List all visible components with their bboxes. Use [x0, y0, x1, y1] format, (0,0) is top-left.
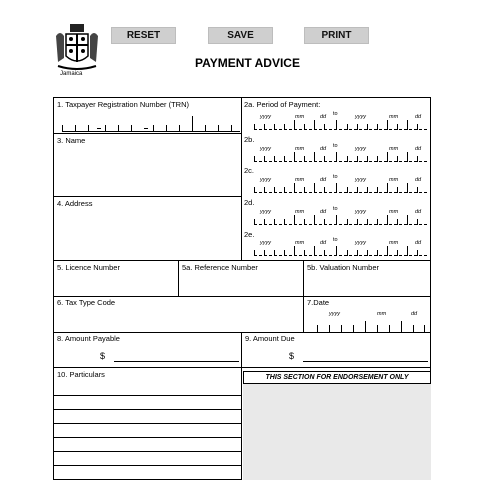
period-row-2d[interactable]: yyyy mm dd to yyyy mm dd: [243, 198, 431, 230]
date-dd-hint: dd: [411, 311, 418, 317]
endorsement-area: [243, 384, 431, 480]
tax-type-field[interactable]: [54, 308, 302, 331]
valuation-label: 5b. Valuation Number: [307, 263, 379, 272]
period-row-2b[interactable]: yyyy mm dd to yyyy mm dd: [243, 135, 431, 167]
period-label: 2a. Period of Payment:: [244, 100, 321, 109]
period-row-label: 2c.: [244, 166, 255, 175]
amount-due-label: 9. Amount Due: [245, 334, 295, 343]
particulars-label: 10. Particulars: [57, 370, 105, 379]
period-row-label: 2e.: [244, 230, 255, 239]
trn-input[interactable]: [62, 131, 240, 132]
date-input[interactable]: [317, 321, 425, 332]
valuation-field[interactable]: [304, 273, 430, 295]
period-row-2e[interactable]: yyyy mm dd to yyyy mm dd: [243, 229, 431, 261]
period-row-2a[interactable]: yyyy mm dd to yyyy mm dd: [243, 103, 431, 135]
reference-field[interactable]: [179, 273, 302, 295]
name-label: 3. Name: [57, 136, 86, 145]
address-field[interactable]: [54, 209, 240, 259]
trn-label: 1. Taxpayer Registration Number (TRN): [57, 100, 189, 109]
save-button[interactable]: SAVE: [208, 27, 273, 44]
reset-button[interactable]: RESET: [111, 27, 176, 44]
endorsement-heading: THIS SECTION FOR ENDORSEMENT ONLY: [243, 371, 431, 384]
particulars-field[interactable]: [54, 381, 240, 480]
name-field[interactable]: [54, 146, 240, 195]
jamaica-coat-of-arms-icon: [52, 22, 102, 72]
crest-caption: Jamaica: [60, 71, 83, 77]
date-mm-hint: mm: [377, 311, 387, 317]
period-row-2c[interactable]: yyyy mm dd to yyyy mm dd: [243, 166, 431, 198]
tax-type-label: 6. Tax Type Code: [57, 298, 116, 307]
form-title: PAYMENT ADVICE: [195, 56, 300, 70]
address-label: 4. Address: [57, 199, 93, 208]
licence-field[interactable]: [54, 273, 177, 295]
amount-due-input[interactable]: [303, 361, 428, 362]
currency-symbol: $: [289, 351, 295, 361]
currency-symbol: $: [100, 351, 106, 361]
reference-label: 5a. Reference Number: [182, 263, 258, 272]
print-button[interactable]: PRINT: [304, 27, 369, 44]
amount-payable-label: 8. Amount Payable: [57, 334, 120, 343]
amount-payable-input[interactable]: [114, 361, 239, 362]
date-label: 7.Date: [307, 298, 330, 307]
period-row-label: 2d.: [244, 198, 255, 207]
licence-label: 5. Licence Number: [57, 263, 120, 272]
date-yyyy-hint: yyyy: [329, 311, 340, 317]
period-row-label: 2b.: [244, 135, 255, 144]
